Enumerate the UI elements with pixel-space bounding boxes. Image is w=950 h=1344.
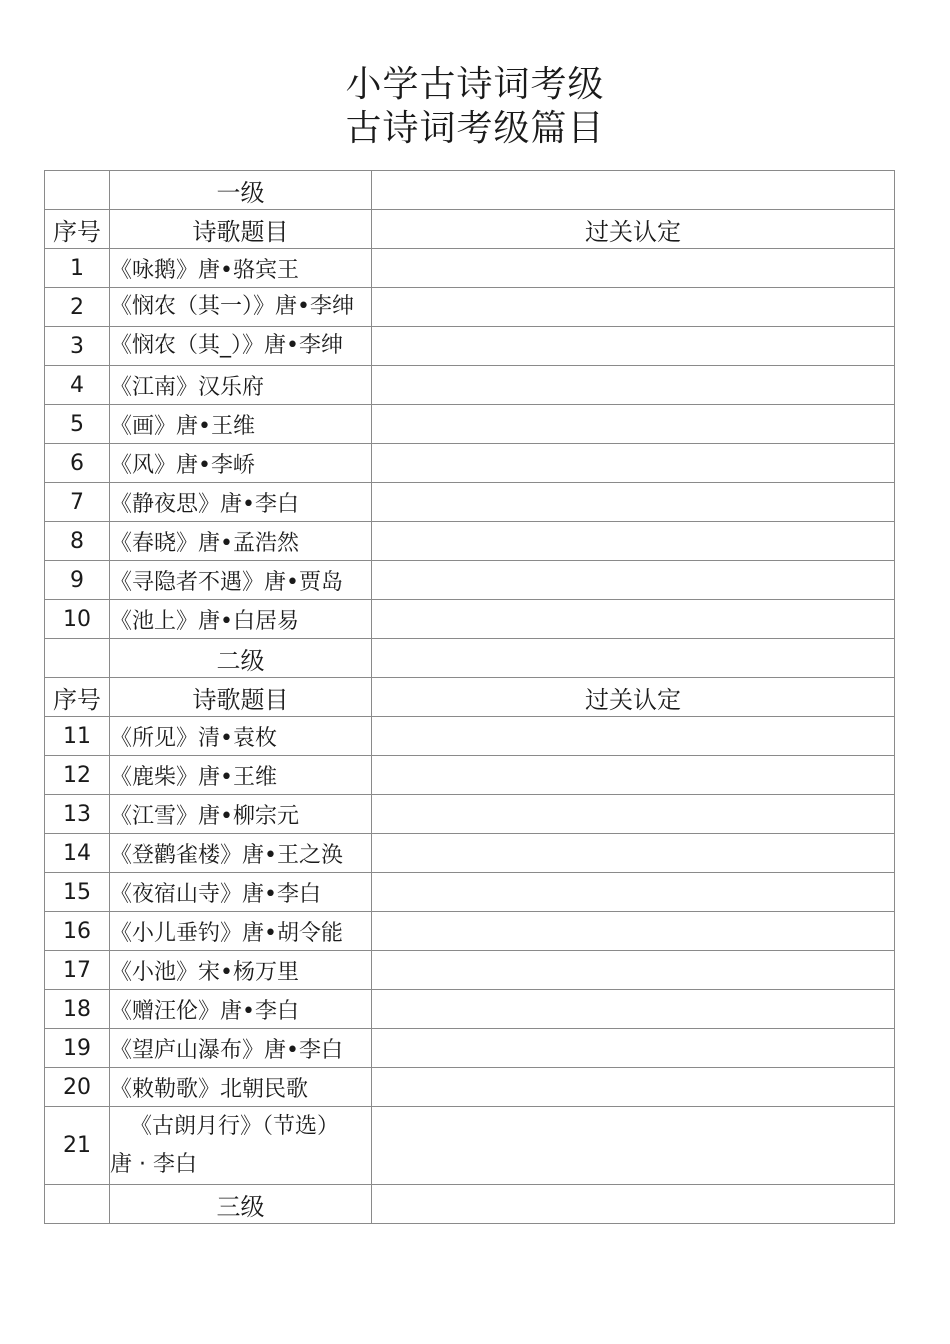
table-row: [45, 522, 895, 561]
row-num: 16: [45, 912, 110, 951]
header-check: 过关认定: [372, 210, 895, 249]
row-title: 《所见》清•袁枚: [110, 717, 372, 756]
row-title: 《悯农（其一）》唐•李绅: [110, 288, 372, 327]
row-check[interactable]: [372, 405, 895, 444]
row-title: 《敕勒歌》北朝民歌: [110, 1068, 372, 1107]
row-check[interactable]: [372, 873, 895, 912]
poem-table: [44, 170, 895, 1224]
row-title: 《池上》唐•白居易: [110, 600, 372, 639]
row-title: 《寻隐者不遇》唐•贾岛: [110, 561, 372, 600]
row-check[interactable]: [372, 483, 895, 522]
row-num: 9: [45, 561, 110, 600]
row-num: 7: [45, 483, 110, 522]
row-title: 《鹿柴》唐•王维: [110, 756, 372, 795]
row-title: 《静夜思》唐•李白: [110, 483, 372, 522]
level-row-1: [45, 171, 895, 210]
row-title: 《小儿垂钓》唐•胡令能: [110, 912, 372, 951]
row-num: 6: [45, 444, 110, 483]
level-check-cell: [372, 1185, 895, 1224]
row-num: 1: [45, 249, 110, 288]
row-title: 《赠汪伦》唐•李白: [110, 990, 372, 1029]
table-row: [45, 990, 895, 1029]
row-check[interactable]: [372, 366, 895, 405]
header-num: 序号: [45, 210, 110, 249]
row-num: 15: [45, 873, 110, 912]
row-title: 《画》唐•王维: [110, 405, 372, 444]
row-num: 4: [45, 366, 110, 405]
table-row: [45, 444, 895, 483]
level-num-cell: [45, 639, 110, 678]
row-num: 20: [45, 1068, 110, 1107]
table-row: [45, 288, 895, 327]
row-num: 12: [45, 756, 110, 795]
row-check[interactable]: [372, 600, 895, 639]
header-title: 诗歌题目: [110, 210, 372, 249]
row-title: 《悯农（其_）》唐•李绅: [110, 327, 372, 366]
row-num: 8: [45, 522, 110, 561]
header-row: [45, 678, 895, 717]
page-title: 小学古诗词考级: [345, 64, 605, 105]
row-check[interactable]: [372, 561, 895, 600]
table-row: [45, 873, 895, 912]
header-row: [45, 210, 895, 249]
level-row-2: [45, 639, 895, 678]
row-title-line1: 《古朗月行》（节选）: [130, 1113, 340, 1139]
table-row: [45, 561, 895, 600]
row-num: 17: [45, 951, 110, 990]
level-check-cell: [372, 171, 895, 210]
row-check[interactable]: [372, 990, 895, 1029]
table-row: [45, 366, 895, 405]
header-num: 序号: [45, 678, 110, 717]
row-check[interactable]: [372, 912, 895, 951]
row-check[interactable]: [372, 795, 895, 834]
table-row: [45, 600, 895, 639]
row-check[interactable]: [372, 1068, 895, 1107]
row-check[interactable]: [372, 1107, 895, 1185]
table-row: [45, 717, 895, 756]
row-title: 《登鹳雀楼》唐•王之涣: [110, 834, 372, 873]
table-row: [45, 327, 895, 366]
row-num: 3: [45, 327, 110, 366]
row-num: 11: [45, 717, 110, 756]
row-check[interactable]: [372, 834, 895, 873]
row-title: 《望庐山瀑布》唐•李白: [110, 1029, 372, 1068]
row-title: 《夜宿山寺》唐•李白: [110, 873, 372, 912]
level-label: 三级: [110, 1185, 372, 1224]
row-check[interactable]: [372, 288, 895, 327]
table-row: [45, 1068, 895, 1107]
row-num: 18: [45, 990, 110, 1029]
row-num: 19: [45, 1029, 110, 1068]
row-title: 《风》唐•李峤: [110, 444, 372, 483]
table-row: [45, 912, 895, 951]
level-label: 二级: [110, 639, 372, 678]
table-row: [45, 951, 895, 990]
row-title: 《小池》宋•杨万里: [110, 951, 372, 990]
row-check[interactable]: [372, 522, 895, 561]
row-num: 14: [45, 834, 110, 873]
table-row: [45, 1107, 895, 1185]
page-subtitle: 古诗词考级篇目: [345, 108, 605, 149]
row-num: 13: [45, 795, 110, 834]
table-row: [45, 756, 895, 795]
header-title: 诗歌题目: [110, 678, 372, 717]
row-title-line2: 唐 · 李白: [110, 1151, 197, 1177]
row-check[interactable]: [372, 756, 895, 795]
row-check[interactable]: [372, 1029, 895, 1068]
row-check[interactable]: [372, 327, 895, 366]
row-check[interactable]: [372, 717, 895, 756]
row-check[interactable]: [372, 951, 895, 990]
level-row-3: [45, 1185, 895, 1224]
header-check: 过关认定: [372, 678, 895, 717]
row-title: 《春晓》唐•孟浩然: [110, 522, 372, 561]
level-label: 一级: [110, 171, 372, 210]
row-title: 《江南》汉乐府: [110, 366, 372, 405]
row-num: 5: [45, 405, 110, 444]
row-num: 10: [45, 600, 110, 639]
table-row: [45, 834, 895, 873]
table-row: [45, 483, 895, 522]
row-title: 《咏鹅》唐•骆宾王: [110, 249, 372, 288]
table-row: [45, 1029, 895, 1068]
row-num: 2: [45, 288, 110, 327]
row-check[interactable]: [372, 444, 895, 483]
level-check-cell: [372, 639, 895, 678]
row-title: [110, 1107, 372, 1185]
level-num-cell: [45, 1185, 110, 1224]
table-row: [45, 249, 895, 288]
row-check[interactable]: [372, 249, 895, 288]
row-num: 21: [45, 1107, 110, 1185]
table-row: [45, 405, 895, 444]
level-num-cell: [45, 171, 110, 210]
row-title: 《江雪》唐•柳宗元: [110, 795, 372, 834]
table-row: [45, 795, 895, 834]
